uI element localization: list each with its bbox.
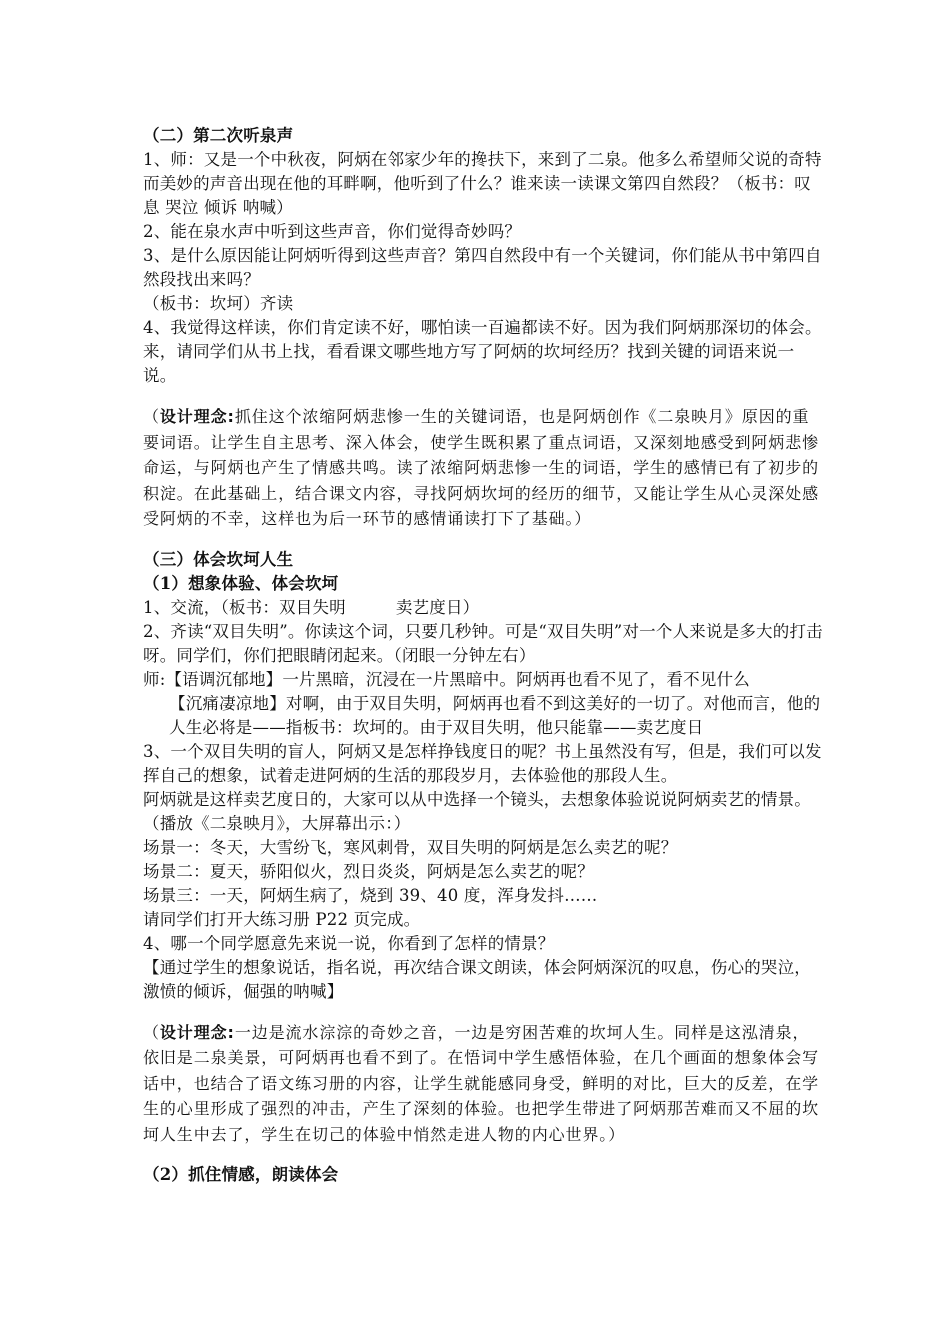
paragraph-3: 3、是什么原因能让阿炳听得到这些声音？第四自然段中有一个关键词，你们能从书中第四自然段找出来吗？ <box>143 246 822 289</box>
section-heading-3: （三）体会坎坷人生 <box>143 549 294 569</box>
document-page <box>143 124 823 1187</box>
design-note-text: 抓住这个浓缩阿炳悲惨一生的关键词语，也是阿炳创作《二泉映月》原因的重要词语。让学生自主思考、深入体会，使学生既积累了重点词语，又深刻地感受到阿炳悲惨命运，与阿炳也产生了情感共鸣。读了浓缩阿炳悲惨一生的词语，学生的感情已有了初步的积淀。在此基础上，结合课文内容，寻找阿炳坎坷的经历的细节，又能让学生从心灵深处感受阿炳的不幸，这样也为后一环节的感情诵读打下了基础。） <box>143 407 820 528</box>
design-note-text: 一边是流水淙淙的奇妙之音，一边是穷困苦难的坎坷人生。同样是这泓清泉，依旧是二泉美景，可阿炳再也看不到了。在悟词中学生感悟体验，在几个画面的想象体会写话中，也结合了语文练习册的内容，让学生就能感同身受，鲜明的对比，巨大的反差，在学生的心里形成了强烈的冲击，产生了深刻的体验。也把学生带进了阿炳那苦难而又不屈的坎坷人生中去了，学生在切己的体验中悄然走进人物的内心世界。） <box>143 1022 820 1144</box>
teacher-line-2: 【沉痛凄凉地】对啊，由于双目失明，阿炳再也看不到这美好的一切了。对他而言，他的人生必将是——指板书：坎坷的。由于双目失明，他只能靠——卖艺度日 <box>169 693 821 737</box>
scene-2: 场景二：夏天，骄阳似火，烈日炎炎，阿炳是怎么卖艺的呢？ <box>143 861 594 881</box>
paragraph-4: 4、我觉得这样读，你们肯定读不好，哪怕读一百遍都读不好。因为我们阿炳那深切的体会。来，请同学们从书上找，看看课文哪些地方写了阿炳的坎坷经历？找到关键的词语来说一说。 <box>143 318 822 385</box>
question-3: 3、一个双目失明的盲人，阿炳又是怎样挣钱度日的呢？书上虽然没有写，但是，我们可以发挥自己的想象，试着走进阿炳的生活的那段岁月，去体验他的那段人生。 <box>143 741 822 785</box>
paragraph-1: 1、师：又是一个中秋夜，阿炳在邻家少年的搀扶下，来到了二泉。他多么希望师父说的奇特而美妙的声音出现在他的耳畔啊，他听到了什么？谁来读一读课文第四自然段？（板书：叹息 哭泣 倾诉 呐喊） <box>143 150 822 217</box>
paragraph-2: 2、能在泉水声中听到这些声音，你们觉得奇妙吗？ <box>143 222 522 241</box>
question-3b: 阿炳就是这样卖艺度日的，大家可以从中选择一个镜头，去想象体验说说阿炳卖艺的情景。（播放《二泉映月》，大屏幕出示：） <box>143 789 811 833</box>
practice-note: 请同学们打开大练习册 P22 页完成。 <box>143 909 421 929</box>
scene-3: 场景三：一天，阿炳生病了，烧到 39、40 度，浑身发抖…… <box>143 885 598 905</box>
design-note-label: 设计理念: <box>159 1022 235 1042</box>
section-heading-2: （二）第二次听泉声 <box>143 126 294 145</box>
question-4: 4、哪一个同学愿意先来说一说，你看到了怎样的情景？ <box>143 933 555 953</box>
question-2: 2、齐读“双目失明”。你读这个词，只要几秒钟。可是“双目失明”对一个人来说是多大的打击呀。同学们，你们把眼睛闭起来。（闭眼一分钟左右） <box>143 621 823 665</box>
design-note-1 <box>143 404 823 532</box>
question-1-part-a: 1、交流，（板书：双目失明 <box>143 597 346 617</box>
subsection-heading-1: （1）想象体验、体会坎坷 <box>143 573 339 593</box>
subsection-heading-2: （2）抓住情感，朗读体会 <box>143 1165 339 1184</box>
design-note-open: （ <box>143 1022 160 1042</box>
design-note-2 <box>143 1020 823 1148</box>
scene-1: 场景一：冬天，大雪纷飞，寒风刺骨，双目失明的阿炳是怎么卖艺的呢？ <box>143 837 678 857</box>
teacher-line-1: 师:【语调沉郁地】一片黑暗，沉浸在一片黑暗中。阿炳再也看不见了，看不见什么 <box>143 669 750 689</box>
paragraph-3b: （板书：坎坷）齐读 <box>143 294 294 313</box>
design-note-open: （ <box>143 407 160 426</box>
question-4b: 【通过学生的想象说话，指名说，再次结合课文朗读，体会阿炳深沉的叹息，伤心的哭泣，激愤的倾诉，倔强的呐喊】 <box>143 957 811 1001</box>
design-note-label: 设计理念: <box>159 407 235 426</box>
question-1-part-b: 卖艺度日） <box>395 597 480 617</box>
question-1 <box>143 596 823 620</box>
